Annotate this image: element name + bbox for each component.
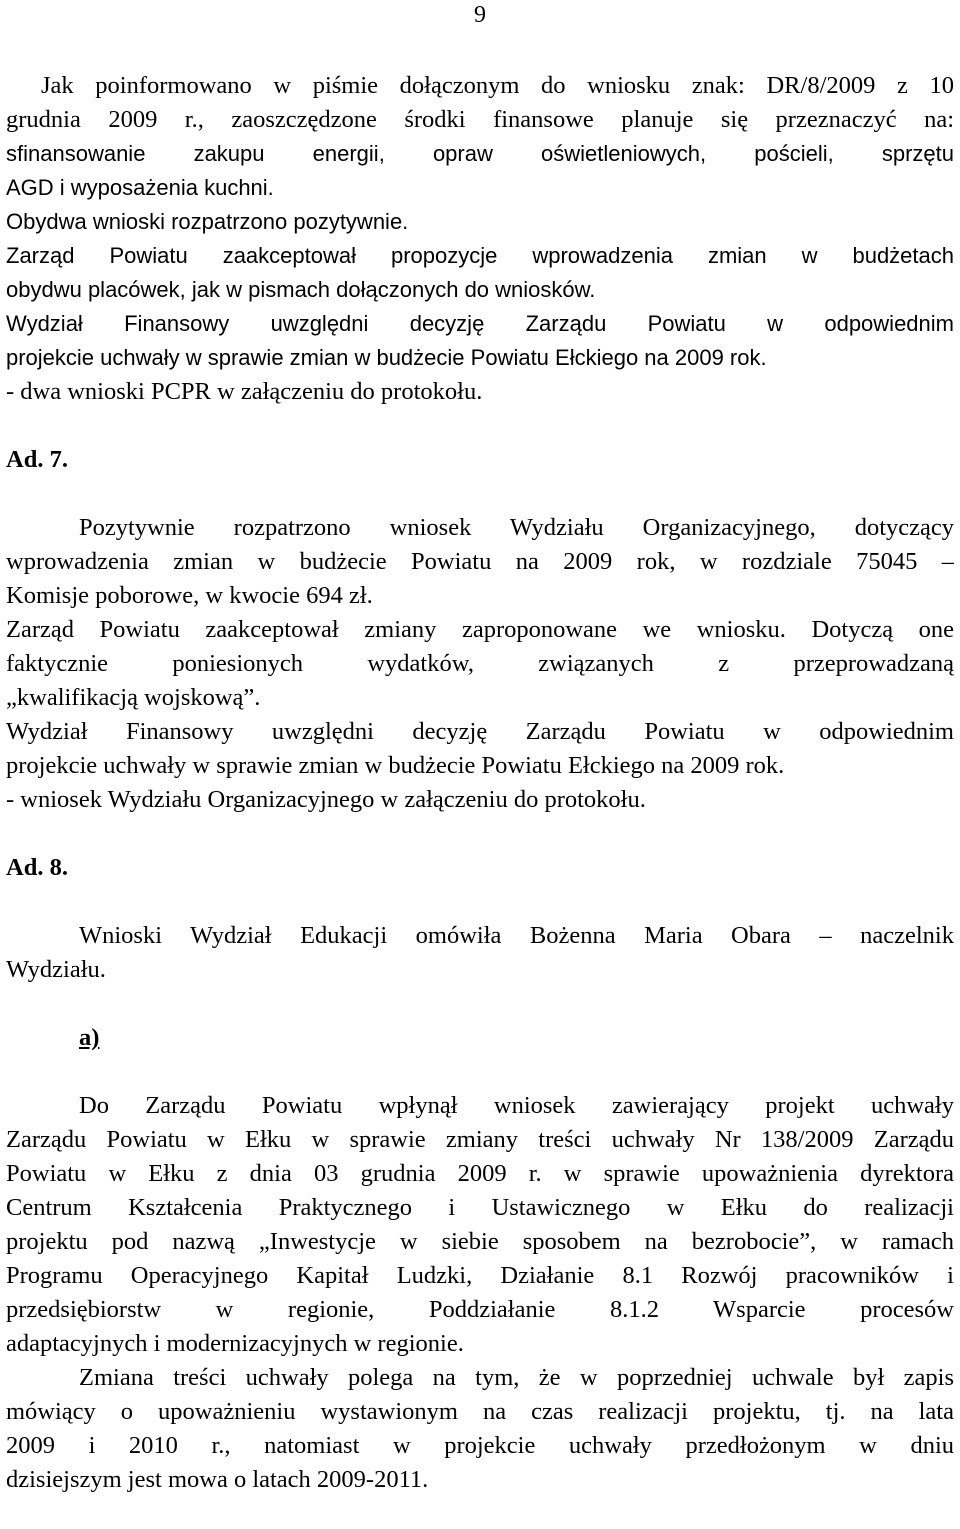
text-line: sfinansowanie zakupu energii, opraw oświetleniowych, pościeli, sprzętu bbox=[6, 141, 954, 166]
paragraph-ad8-intro bbox=[6, 919, 954, 987]
text-line: mówiący o upoważnieniu wystawionym na czas realizacji projektu, tj. na lata bbox=[6, 1398, 954, 1425]
text-line: Zarząd Powiatu zaakceptował propozycje wprowadzenia zmian w budżetach bbox=[6, 243, 954, 268]
text-line: 2009 i 2010 r., natomiast w projekcie uchwały przedłożonym w dniu bbox=[6, 1432, 954, 1459]
attachment-note: - wniosek Wydziału Organizacyjnego w załączeniu do protokołu. bbox=[6, 786, 646, 813]
text-line: projekcie uchwały w sprawie zmian w budżecie Powiatu Ełckiego na 2009 rok. bbox=[6, 345, 767, 370]
subsection-label-a: a) bbox=[79, 1024, 100, 1051]
text-line: Wnioski Wydział Edukacji omówiła Bożenna Maria Obara – naczelnik bbox=[79, 922, 954, 949]
text-line: grudnia 2009 r., zaoszczędzone środki finansowe planuje się przeznaczyć na: bbox=[6, 106, 954, 133]
text-line: Centrum Kształcenia Praktycznego i Ustawicznego w Ełku do realizacji bbox=[6, 1194, 954, 1221]
text-line: Wydział Finansowy uwzględni decyzję Zarządu Powiatu w odpowiednim bbox=[6, 718, 954, 745]
text-line: Jak poinformowano w piśmie dołączonym do wniosku znak: DR/8/2009 z 10 bbox=[41, 72, 954, 99]
text-line: projektu pod nazwą „Inwestycje w siebie sposobem na bezrobocie”, w ramach bbox=[6, 1228, 954, 1255]
text-line: Pozytywnie rozpatrzono wniosek Wydziału Organizacyjnego, dotyczący bbox=[79, 514, 954, 541]
paragraph-pcpr bbox=[6, 69, 954, 409]
paragraph-ad8-a bbox=[6, 1089, 954, 1497]
text-line: Komisje poborowe, w kwocie 694 zł. bbox=[6, 582, 373, 609]
section-heading-ad8: Ad. 8. bbox=[6, 854, 68, 881]
text-line: Obydwa wnioski rozpatrzono pozytywnie. bbox=[6, 209, 409, 234]
text-line: Zmiana treści uchwały polega na tym, że w poprzedniej uchwale był zapis bbox=[79, 1364, 954, 1391]
text-line: Zarząd Powiatu zaakceptował zmiany zaproponowane we wniosku. Dotyczą one bbox=[6, 616, 954, 643]
page-number: 9 bbox=[474, 2, 486, 28]
section-heading-ad7: Ad. 7. bbox=[6, 446, 68, 473]
text-line: Zarządu Powiatu w Ełku w sprawie zmiany treści uchwały Nr 138/2009 Zarządu bbox=[6, 1126, 954, 1153]
text-line: Do Zarządu Powiatu wpłynął wniosek zawierający projekt uchwały bbox=[79, 1092, 954, 1119]
text-line: Wydział Finansowy uwzględni decyzję Zarządu Powiatu w odpowiednim bbox=[6, 311, 954, 336]
text-line: wprowadzenia zmian w budżecie Powiatu na 2009 rok, w rozdziale 75045 – bbox=[6, 548, 954, 575]
attachment-note: - dwa wnioski PCPR w załączeniu do protokołu. bbox=[6, 378, 483, 405]
text-line: „kwalifikacją wojskową”. bbox=[6, 684, 261, 711]
text-line: AGD i wyposażenia kuchni. bbox=[6, 175, 274, 200]
document-body bbox=[6, 69, 954, 1497]
text-line: Powiatu w Ełku z dnia 03 grudnia 2009 r. w sprawie upoważnienia dyrektora bbox=[6, 1160, 954, 1187]
text-line: faktycznie poniesionych wydatków, związanych z przeprowadzaną bbox=[6, 650, 954, 677]
text-line: przedsiębiorstw w regionie, Poddziałanie 8.1.2 Wsparcie procesów bbox=[6, 1296, 954, 1323]
text-line: Programu Operacyjnego Kapitał Ludzki, Działanie 8.1 Rozwój pracowników i bbox=[6, 1262, 954, 1289]
text-line: dzisiejszym jest mowa o latach 2009-2011. bbox=[6, 1466, 429, 1493]
text-line: Wydziału. bbox=[6, 956, 106, 983]
text-line: obydwu placówek, jak w pismach dołączonych do wniosków. bbox=[6, 277, 596, 302]
text-line: projekcie uchwały w sprawie zmian w budżecie Powiatu Ełckiego na 2009 rok. bbox=[6, 752, 785, 779]
paragraph-ad7 bbox=[6, 511, 954, 817]
text-line: adaptacyjnych i modernizacyjnych w regionie. bbox=[6, 1330, 464, 1357]
